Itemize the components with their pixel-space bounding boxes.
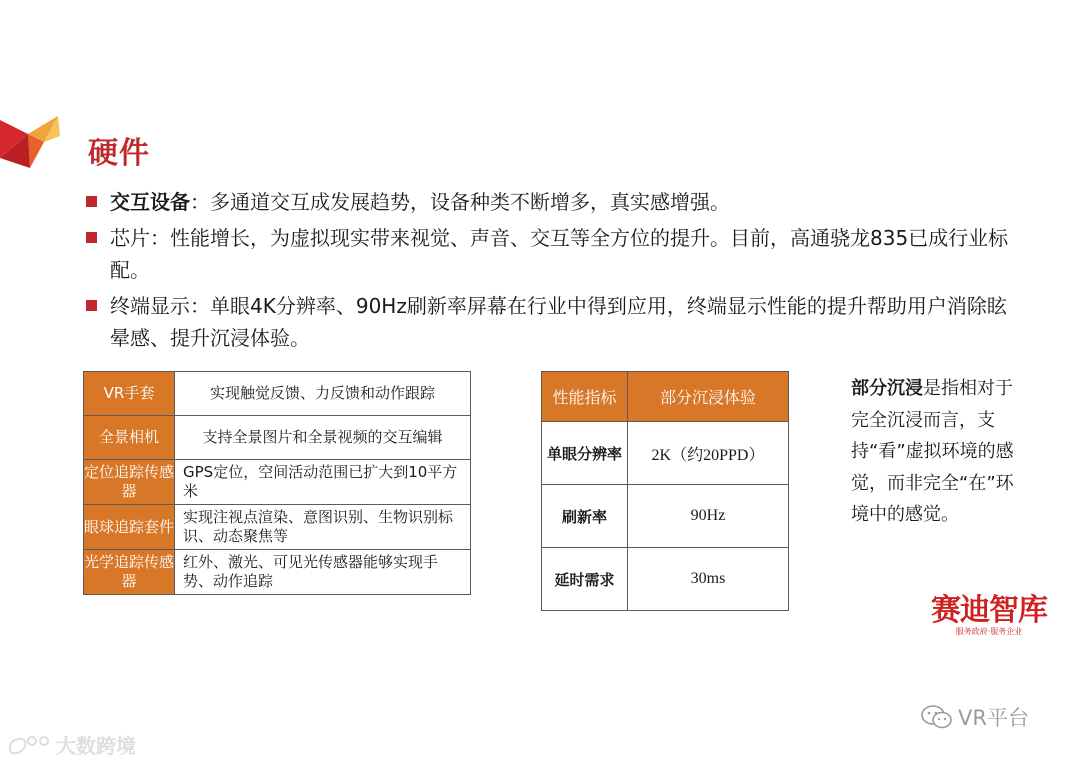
device-desc: 支持全景图片和全景视频的交互编辑 [175,416,471,460]
table-row [84,416,471,460]
bullet-text: ：性能增长，为虚拟现实带来视觉、声音、交互等全方位的提升。目前，高通骁龙835已成行业标配。 [110,226,1009,282]
device-desc: GPS定位，空间活动范围已扩大到10平方米 [175,460,471,505]
metric-label: 单眼分辨率 [542,422,628,485]
weibo-watermark [6,730,136,759]
device-desc: 红外、激光、可见光传感器能够实现手势、动作追踪 [175,550,471,595]
column-header: 部分沉浸体验 [628,372,789,422]
bullet-terminal-display [86,290,1026,354]
metric-value: 90Hz [628,485,789,548]
side-note-term: 部分沉浸 [851,378,923,399]
table-row [542,422,789,485]
wechat-account-name: VR平台 [958,706,1029,730]
device-desc: 实现触觉反馈、力反馈和动作跟踪 [175,372,471,416]
device-label: 全景相机 [84,416,175,460]
side-note-text: 是指相对于完全沉浸而言，支持“看”虚拟环境的感觉，而非完全“在”环境中的感觉。 [851,378,1014,525]
device-table [83,371,471,595]
device-label: 光学追踪传感器 [84,550,175,595]
brand-tagline: 服务政府·服务企业 [955,627,1023,636]
table-row [84,550,471,595]
wechat-account-watermark [920,702,1029,732]
bullet-interaction-devices [86,186,1026,218]
performance-table [541,371,789,611]
side-note [851,373,1021,531]
bullet-text: ：单眼4K分辨率、90Hz刷新率屏幕在行业中得到应用，终端显示性能的提升帮助用户消除眩晕感、提升沉浸体验。 [110,294,1007,350]
bullet-lead: 交互设备 [110,190,190,214]
table-row [542,485,789,548]
table-row [84,460,471,505]
brand-logo [920,595,1058,637]
weibo-icon [6,732,52,758]
bullet-lead: 芯片 [110,226,150,250]
watermark-text: 大数跨境 [56,734,136,758]
metric-label: 延时需求 [542,548,628,611]
bullet-list [86,186,1026,358]
metric-value: 2K（约20PPD） [628,422,789,485]
metric-value: 30ms [628,548,789,611]
metric-label: 刷新率 [542,485,628,548]
device-label: 定位追踪传感器 [84,460,175,505]
bullet-square-icon [86,232,97,243]
brand-name: 赛迪智库 [931,593,1047,628]
table-row [542,548,789,611]
bullet-text: ：多通道交互成发展趋势，设备种类不断增多，真实感增强。 [190,190,730,214]
table-header-row [542,372,789,422]
device-desc: 实现注视点渲染、意图识别、生物识别标识、动态聚焦等 [175,505,471,550]
bullet-square-icon [86,300,97,311]
device-label: 眼球追踪套件 [84,505,175,550]
page-title: 硬件 [88,136,150,171]
decorative-shard-logo [0,112,60,172]
wechat-icon [920,703,954,731]
table-row [84,505,471,550]
column-header: 性能指标 [542,372,628,422]
bullet-lead: 终端显示 [110,294,190,318]
bullet-chip [86,222,1026,286]
table-row [84,372,471,416]
bullet-square-icon [86,196,97,207]
device-label: VR手套 [84,372,175,416]
